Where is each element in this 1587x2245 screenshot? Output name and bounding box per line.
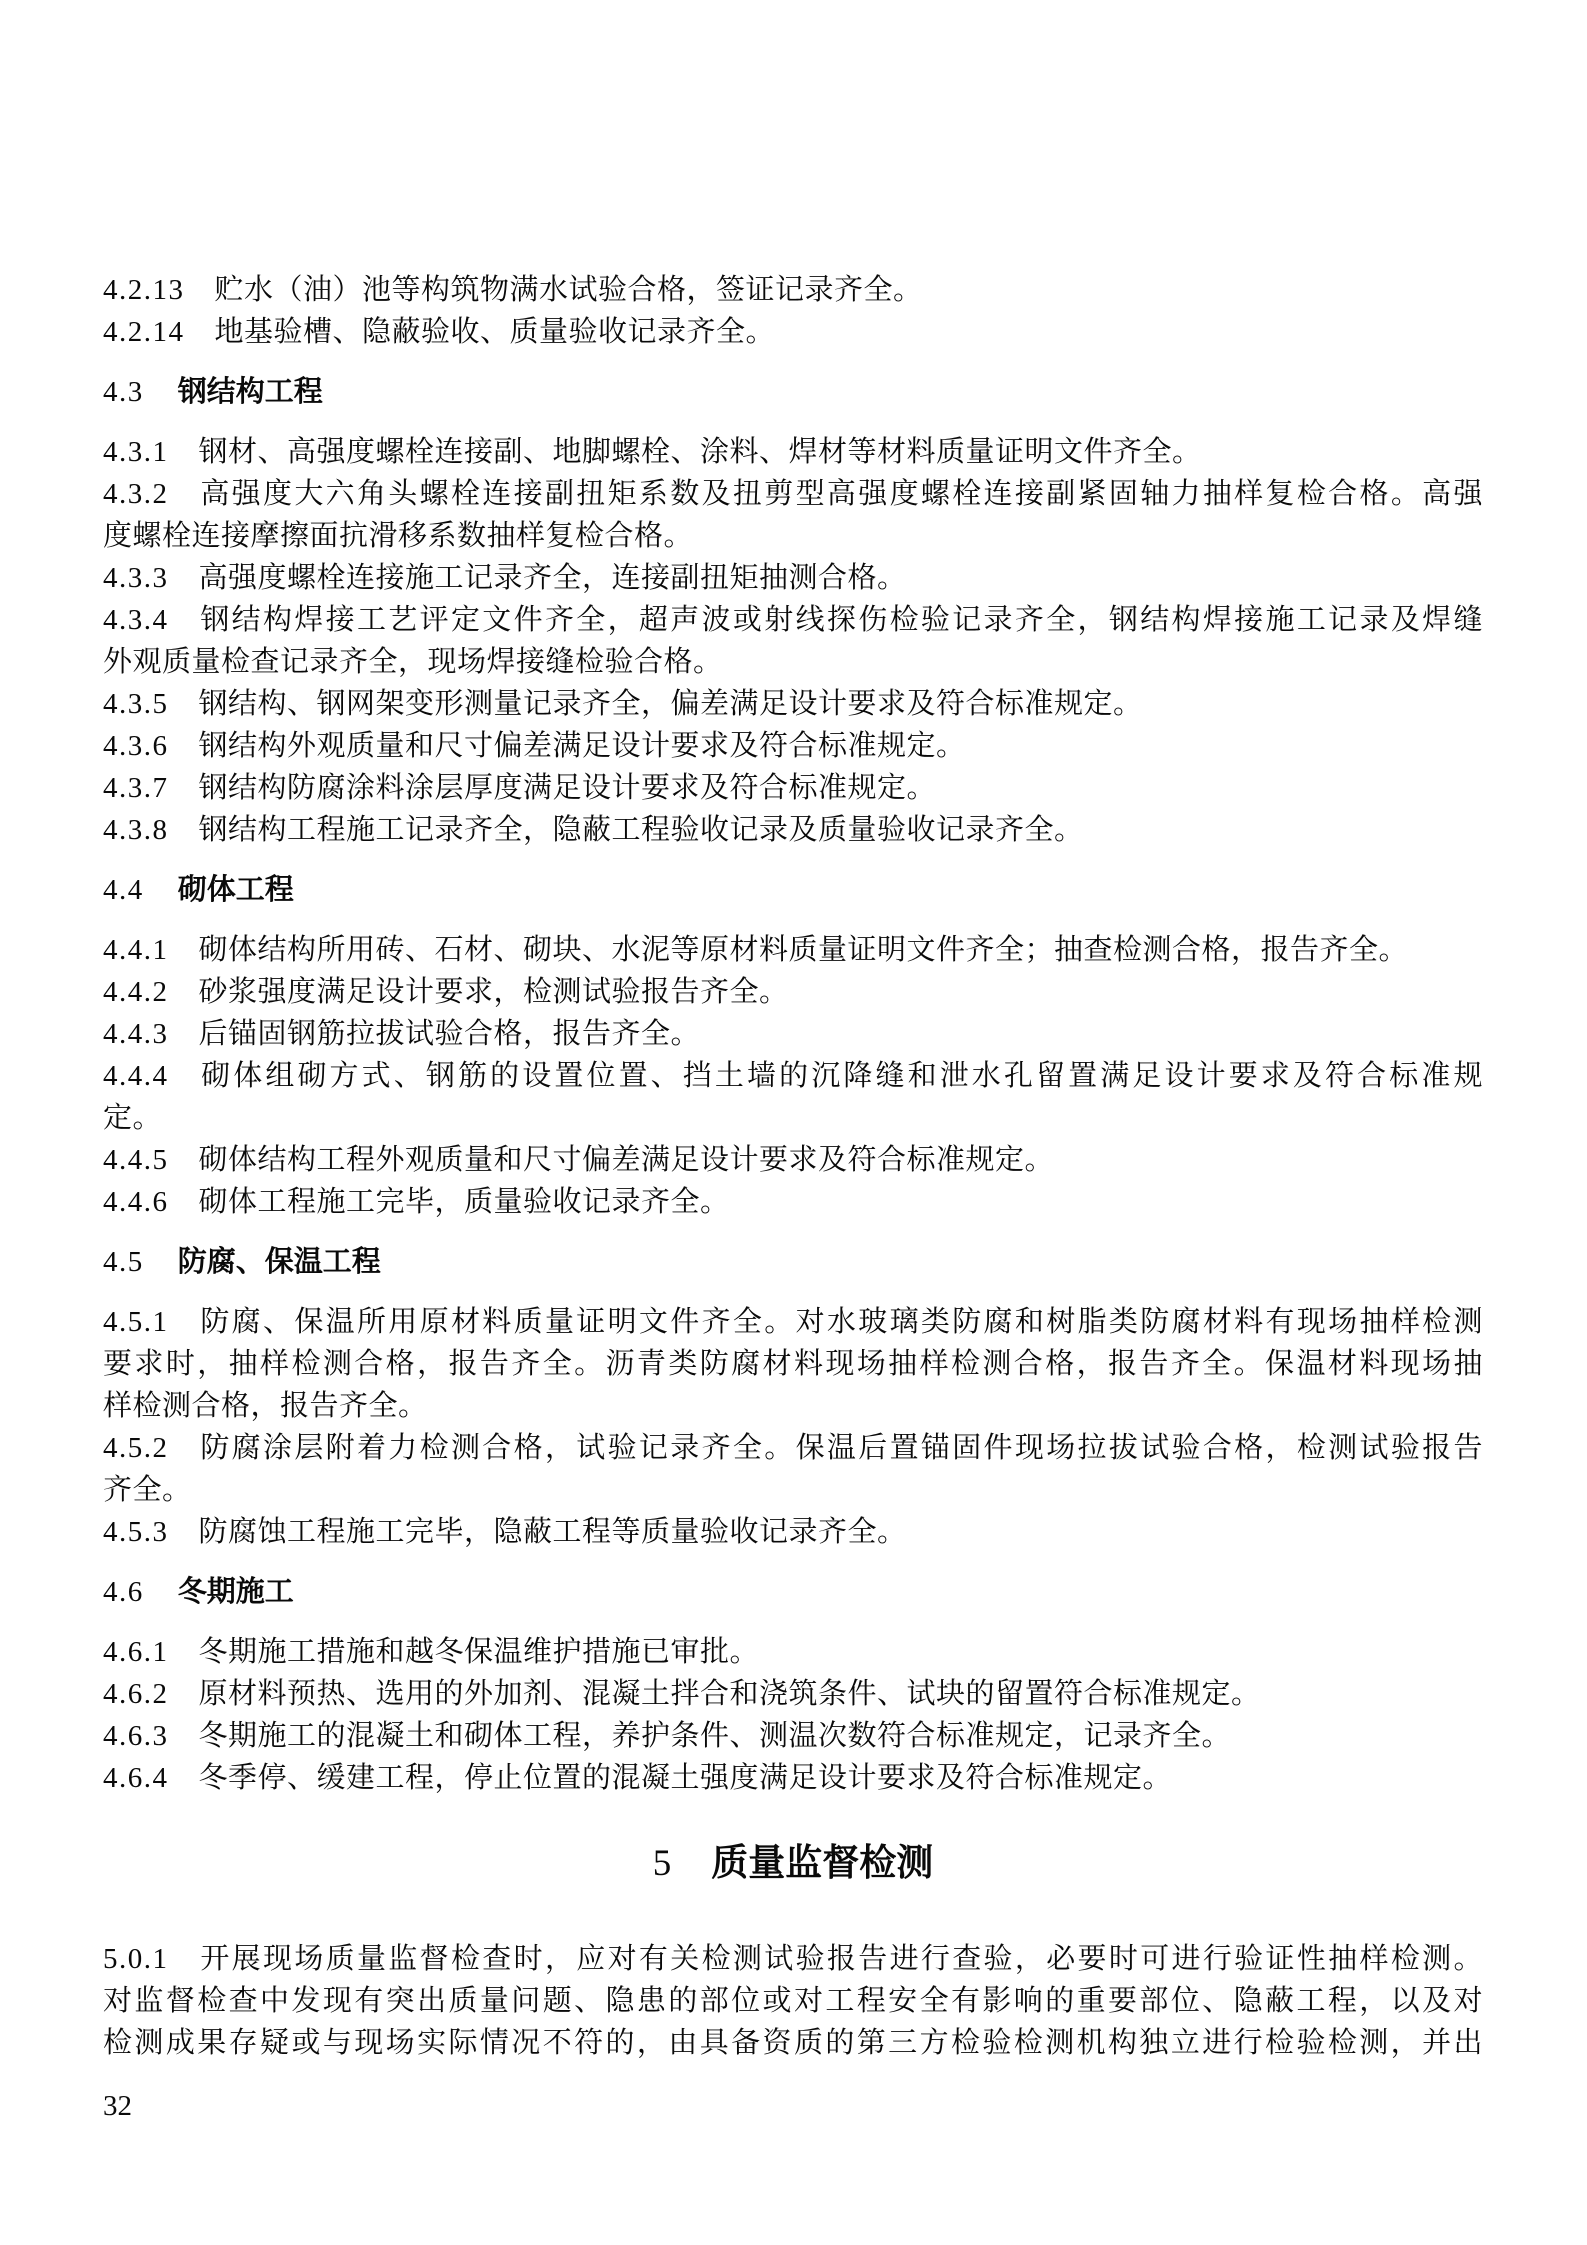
clause-number: 4.4.2 — [103, 976, 169, 1008]
clause-line — [103, 473, 1483, 515]
clause-number: 4.4.4 — [103, 1060, 169, 1092]
clause-text: 要求时，抽样检测合格，报告齐全。沥青类防腐材料现场抽样检测合格，报告齐全。保温材料现场抽 — [103, 1348, 1483, 1380]
clause-text: 钢结构防腐涂料涂层厚度满足设计要求及符合标准规定。 — [198, 772, 937, 804]
section-heading — [103, 1241, 1483, 1283]
clause-text: 砌体工程施工完毕，质量验收记录齐全。 — [198, 1186, 730, 1218]
clause-line — [103, 971, 1483, 1013]
clause-line — [103, 515, 1483, 557]
clause-number: 4.3.6 — [103, 730, 169, 762]
clause-line — [103, 599, 1483, 641]
clause-line — [103, 1938, 1483, 1980]
clause — [103, 1715, 1483, 1757]
clause-text: 贮水（油）池等构筑物满水试验合格，签证记录齐全。 — [214, 274, 923, 306]
section-title: 砌体工程 — [177, 874, 294, 906]
chapter-title: 质量监督检测 — [711, 1842, 934, 1883]
clause-number: 4.4.6 — [103, 1186, 169, 1218]
clause — [103, 1673, 1483, 1715]
clause-text: 高强度螺栓连接施工记录齐全，连接副扭矩抽测合格。 — [198, 562, 907, 594]
clause-line — [103, 1343, 1483, 1385]
clause — [103, 1055, 1483, 1139]
clause-text: 防腐、保温所用原材料质量证明文件齐全。对水玻璃类防腐和树脂类防腐材料有现场抽样检测 — [198, 1306, 1483, 1338]
clause-line — [103, 809, 1483, 851]
clause-text: 定。 — [103, 1102, 163, 1134]
clause-line — [103, 1631, 1483, 1673]
clause-text: 检测成果存疑或与现场实际情况不符的，由具备资质的第三方检验检测机构独立进行检验检测，并出 — [103, 2027, 1483, 2059]
page-number: 32 — [103, 2090, 132, 2122]
clause — [103, 1938, 1483, 2064]
clause — [103, 1631, 1483, 1673]
clause-text: 砌体结构所用砖、石材、砌块、水泥等原材料质量证明文件齐全；抽查检测合格，报告齐全。 — [198, 934, 1409, 966]
clause-number: 4.3.1 — [103, 436, 169, 468]
clause-line — [103, 1181, 1483, 1223]
clause-number: 4.4.5 — [103, 1144, 169, 1176]
clause-line — [103, 311, 1483, 353]
clause-number: 4.6.4 — [103, 1762, 169, 1794]
clause-line — [103, 1715, 1483, 1757]
clause — [103, 1301, 1483, 1427]
clause-number: 4.5.2 — [103, 1432, 169, 1464]
clause — [103, 929, 1483, 971]
clause-number: 4.3.7 — [103, 772, 169, 804]
clause-text: 度螺栓连接摩擦面抗滑移系数抽样复检合格。 — [103, 520, 694, 552]
clause-line — [103, 767, 1483, 809]
section-number: 4.3 — [103, 376, 144, 408]
clause-number: 4.6.3 — [103, 1720, 169, 1752]
clause-number: 4.6.2 — [103, 1678, 169, 1710]
clause — [103, 1757, 1483, 1799]
clause-number: 4.4.3 — [103, 1018, 169, 1050]
clause-text: 钢结构工程施工记录齐全，隐蔽工程验收记录及质量验收记录齐全。 — [198, 814, 1084, 846]
clause-line — [103, 1013, 1483, 1055]
clause-text: 原材料预热、选用的外加剂、混凝土拌合和浇筑条件、试块的留置符合标准规定。 — [198, 1678, 1261, 1710]
section-title: 冬期施工 — [177, 1576, 294, 1608]
clause-text: 高强度大六角头螺栓连接副扭矩系数及扭剪型高强度螺栓连接副紧固轴力抽样复检合格。高强 — [198, 478, 1483, 510]
clause-line — [103, 1511, 1483, 1553]
clause-number: 4.5.1 — [103, 1306, 169, 1338]
clause-line — [103, 1301, 1483, 1343]
clause — [103, 599, 1483, 683]
clause-line — [103, 1469, 1483, 1511]
clause-text: 后锚固钢筋拉拔试验合格，报告齐全。 — [198, 1018, 701, 1050]
clause — [103, 1511, 1483, 1553]
clause-number: 4.3.4 — [103, 604, 169, 636]
clause-line — [103, 431, 1483, 473]
clause — [103, 1013, 1483, 1055]
clause-text: 冬季停、缓建工程，停止位置的混凝土强度满足设计要求及符合标准规定。 — [198, 1762, 1173, 1794]
section-title: 钢结构工程 — [177, 376, 323, 408]
clause — [103, 809, 1483, 851]
clause-line — [103, 1673, 1483, 1715]
clause — [103, 311, 1483, 353]
clause — [103, 725, 1483, 767]
clause-text: 冬期施工措施和越冬保温维护措施已审批。 — [198, 1636, 760, 1668]
clause-line — [103, 929, 1483, 971]
section-heading — [103, 869, 1483, 911]
clause — [103, 1139, 1483, 1181]
clause-text: 对监督检查中发现有突出质量问题、隐患的部位或对工程安全有影响的重要部位、隐蔽工程，以及对 — [103, 1985, 1483, 2017]
document-content — [103, 269, 1483, 2064]
section-number: 4.4 — [103, 874, 144, 906]
clause — [103, 971, 1483, 1013]
clause-text: 砌体组砌方式、钢筋的设置位置、挡土墙的沉降缝和泄水孔留置满足设计要求及符合标准规 — [198, 1060, 1483, 1092]
clause-number: 4.3.5 — [103, 688, 169, 720]
section-title: 防腐、保温工程 — [177, 1246, 381, 1278]
clause-text: 开展现场质量监督检查时，应对有关检测试验报告进行查验，必要时可进行验证性抽样检测。 — [198, 1943, 1483, 1975]
clause-number: 4.2.14 — [103, 316, 185, 348]
clause-text: 地基验槽、隐蔽验收、质量验收记录齐全。 — [214, 316, 776, 348]
clause-number: 4.2.13 — [103, 274, 185, 306]
clause-text: 齐全。 — [103, 1474, 192, 1506]
clause — [103, 683, 1483, 725]
clause-text: 防腐涂层附着力检测合格，试验记录齐全。保温后置锚固件现场拉拔试验合格，检测试验报告 — [198, 1432, 1483, 1464]
clause-line — [103, 1055, 1483, 1097]
clause-number: 4.3.3 — [103, 562, 169, 594]
clause-number: 4.5.3 — [103, 1516, 169, 1548]
clause-text: 钢材、高强度螺栓连接副、地脚螺栓、涂料、焊材等材料质量证明文件齐全。 — [198, 436, 1202, 468]
clause-line — [103, 1097, 1483, 1139]
clause — [103, 1427, 1483, 1511]
clause-number: 4.3.2 — [103, 478, 169, 510]
clause-text: 冬期施工的混凝土和砌体工程，养护条件、测温次数符合标准规定，记录齐全。 — [198, 1720, 1232, 1752]
clause-number: 5.0.1 — [103, 1943, 169, 1975]
clause-number: 4.3.8 — [103, 814, 169, 846]
clause-text: 防腐蚀工程施工完毕，隐蔽工程等质量验收记录齐全。 — [198, 1516, 907, 1548]
chapter-heading — [103, 1839, 1483, 1888]
clause-text: 外观质量检查记录齐全，现场焊接缝检验合格。 — [103, 646, 723, 678]
clause-line — [103, 1757, 1483, 1799]
clause — [103, 473, 1483, 557]
clause-text: 钢结构、钢网架变形测量记录齐全，偏差满足设计要求及符合标准规定。 — [198, 688, 1143, 720]
clause — [103, 767, 1483, 809]
clause — [103, 269, 1483, 311]
clause-line — [103, 725, 1483, 767]
clause — [103, 1181, 1483, 1223]
chapter-number: 5 — [652, 1843, 672, 1884]
clause-text: 样检测合格，报告齐全。 — [103, 1390, 428, 1422]
clause-line — [103, 557, 1483, 599]
section-number: 4.5 — [103, 1246, 144, 1278]
clause-line — [103, 1427, 1483, 1469]
clause-number: 4.4.1 — [103, 934, 169, 966]
clause-number: 4.6.1 — [103, 1636, 169, 1668]
clause-line — [103, 2022, 1483, 2064]
section-heading — [103, 371, 1483, 413]
clause-text: 砂浆强度满足设计要求，检测试验报告齐全。 — [198, 976, 789, 1008]
section-heading — [103, 1571, 1483, 1613]
section-number: 4.6 — [103, 1576, 144, 1608]
clause-line — [103, 1385, 1483, 1427]
clause-text: 钢结构焊接工艺评定文件齐全，超声波或射线探伤检验记录齐全，钢结构焊接施工记录及焊缝 — [198, 604, 1483, 636]
clause — [103, 431, 1483, 473]
clause-line — [103, 1139, 1483, 1181]
clause-line — [103, 269, 1483, 311]
clause-line — [103, 641, 1483, 683]
clause — [103, 557, 1483, 599]
clause-line — [103, 683, 1483, 725]
clause-line — [103, 1980, 1483, 2022]
clause-text: 砌体结构工程外观质量和尺寸偏差满足设计要求及符合标准规定。 — [198, 1144, 1055, 1176]
clause-text: 钢结构外观质量和尺寸偏差满足设计要求及符合标准规定。 — [198, 730, 966, 762]
